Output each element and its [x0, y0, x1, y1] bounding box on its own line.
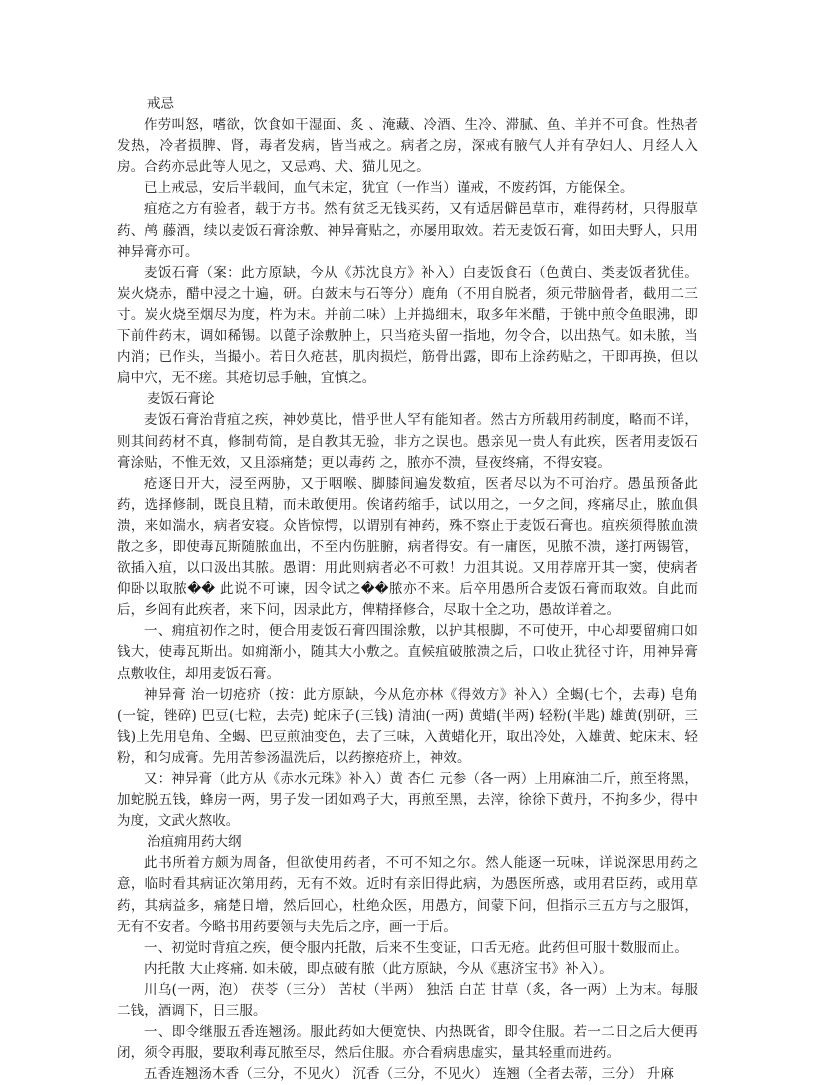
paragraph: 又：神异膏（此方从《赤水元珠》补入）黄 杏仁 元参（各一两）上用麻油二斤，煎至将黑，加蛇脱五钱，蜂房一两，男子发一团如鸡子大，再煎至黑，去滓，徐徐下黄丹，不拘多少，得中为度，文武火熬收。	[117, 771, 698, 830]
paragraph: 麦饭石膏（案：此方原缺，今从《苏沈良方》补入）白麦饭食石（色黄白、类麦饭者犹佳。炭火烧赤，醋中浸之十遍，研。白蔹末与石等分）鹿角（不用自脱者，须元带脑骨者，截用二三寸。炭火烧至烟尽为度，杵为末。并前二味）上并捣细末，取多年米醋，于铫中煎令鱼眼沸，即下前件药末，调如稀锡。以蓖子涂敷肿上，只当疮头留一指地，勿令合，以出热气。如未脓，当内消；已作头，当撮小。若日久疮甚，肌肉损烂，筋骨出露，即布上涂药贴之，干即再换，但以扃中穴，无不瘥。其疮切忌手触，宜慎之。	[117, 264, 698, 387]
paragraph: 神异膏 治一切疮疥（按：此方原缺，今从危亦林《得效方》补入）全蝎(七个，去毒) 皂角(一锭，锉碎) 巴豆(七粒，去壳) 蛇床子(三钱) 清油(一两) 黄蜡(半两) 轻粉(半匙) 雄黄(别研，三钱)上先用皂角、全蝎、巴豆煎油变色，去了三味，入黄蜡化开，取出冷处，入雄黄、蛇床末、轻粉，和匀成膏。先用苦参汤温洗后，以药擦疮疥上，神效。	[117, 686, 698, 766]
paragraph: 内托散 大止疼痛. 如未破，即点破有脓（此方原缺，今从《惠济宝书》补入）。	[144, 960, 613, 977]
heading-jieji: 戒忌	[147, 96, 174, 112]
paragraph: 川乌(一两，泡） 茯苓（三分） 苦杖（半两） 独活 白芷 甘草（炙，各一两）上为末。每服二钱，酒调下，日三服。	[117, 981, 698, 1020]
paragraph: 五香连翘汤木香（三分，不见火） 沉香（三分，不见火） 连翘（全者去蒂，三分） 升麻	[144, 1066, 674, 1083]
paragraph: 一、初觉时背疽之疾，便令服内托散，后来不生变证，口舌无疮。此药但可服十数服而止。	[144, 939, 688, 956]
heading-maifanshigao-lun: 麦饭石膏论	[147, 391, 215, 408]
paragraph: 疮逐日开大，浸至两胁，又于咽喉、脚膝间遍发数疽，医者尽以为不可治疗。愚虽预备此药，选择修制，既良且精，而未敢便用。俟诸药缩手，试以用之，一夕之间，疼痛尽止，脓血俱溃，来如湍水，病者安寝。众皆惊愕，以谓别有神药，殊不察止于麦饭石膏也。疽疾须得脓血溃散之多，即使毒瓦斯随脓血出，不至内伤脏腑，病者得安。有一庸医，见脓不溃，遂打两锡管，欲插入疽，以口汲出其脓。愚谓：用此则病者必不可救！力沮其说。又用荐席开其一窦，使病者仰卧以取脓�� 此说不可谏，因令试之��脓亦不来。后卒用愚所合麦饭石膏而取效。自此而后，乡闾有此疾者，来下问，因录此方，俾精择修合，尽取十全之功，愚故详着之。	[117, 475, 698, 619]
heading-yongyao-dagang: 治疽痈用药大纲	[147, 834, 242, 851]
paragraph: 一、痈疽初作之时，便合用麦饭石膏四围涂敷，以护其根脚，不可使开，中心却要留痈口如钱大，使毒瓦斯出。如痈渐小，随其大小敷之。直候疽破脓溃之后，口收止犹径寸许，用神异膏点敷收住，却用麦饭石膏。	[117, 623, 698, 682]
paragraph: 已上戒忌，安后半载间，血气未定，犹宜（一作当）谨戒，不废药饵，方能保全。	[144, 180, 634, 197]
paragraph: 作劳叫怒，嗜欲，饮食如干湿面、炙 、淹藏、冷酒、生冷、滞腻、鱼、羊并不可食。性热者发热，冷者损脾、肾，毒者发病，皆当戒之。病者之房，深戒有腋气人并有孕妇人、月经人入房。合药亦忌此等人见之，又忌鸡、犬、猫儿见之。	[117, 117, 698, 176]
paragraph: 麦饭石膏治背疽之疾，神妙莫比，惜乎世人罕有能知者。然古方所载用药制度，略而不详，则其间药材不真，修制苟简，是自教其无验，非方之误也。愚亲见一贵人有此疾，医者用麦饭石膏涂贴，不惟无效，又且添痛楚；更以毒药 之，脓亦不溃，昼夜终痛，不得安寝。	[117, 412, 698, 471]
paragraph: 一、即令继服五香连翘汤。服此药如大便宽快、内热既省，即令住服。若一二日之后大便再闭，须令再服，要取利毒瓦脓至尽，然后住服。亦合看病患虚实，量其轻重而进药。	[117, 1024, 698, 1062]
paragraph: 此书所着方颇为周备，但欲使用药者，不可不知之尔。然人能逐一玩味，详说深思用药之意，临时看其病证次第用药，无有不效。近时有亲旧得此病，为愚医所惑，或用君臣药，或用草药，其病益多，痛楚日增，然后回心，杜绝众医，用愚方，间蒙下问，但指示三五方与之服饵，无有不安者。今略书用药要领与夫先后之序，画一于后。	[117, 855, 698, 935]
paragraph: 疽疮之方有验者，载于方书。然有贫乏无钱买药，又有适居僻邑草市，难得药材，只得服草药、鸬 藤酒，续以麦饭石膏涂敷、神异膏贴之，亦屡用取效。若无麦饭石膏，如田夫野人，只用神异膏亦可。	[117, 201, 698, 260]
